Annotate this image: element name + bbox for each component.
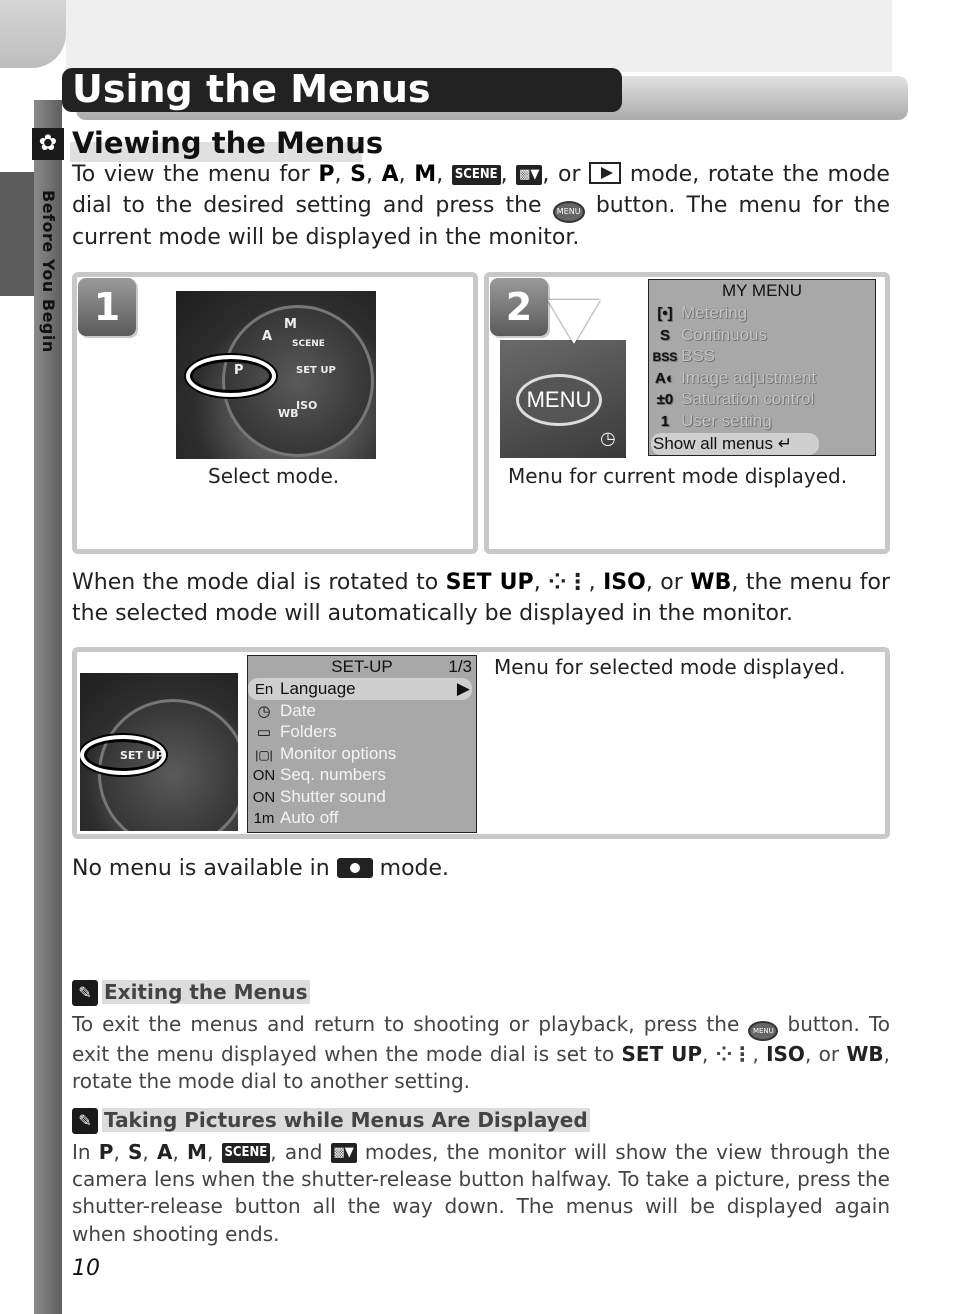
scene-icon: SCENE [222,1143,271,1163]
mode-iso: ISO [603,570,646,595]
mode-a: A [156,1140,173,1164]
show-all-menus [651,433,819,455]
mode-p: P [318,162,335,187]
mode-s: S [350,162,366,187]
my-menu-item [649,345,875,367]
no-menu-text: No menu is available in [72,856,337,881]
mode-setup: SET UP [621,1042,703,1066]
date-icon: ◷ [257,702,271,720]
camera-auto-icon [337,858,373,878]
exiting-text-3: , rotate the mode dial to another setting. [72,1042,890,1094]
my-menu-item [649,324,875,346]
taking-and: , and [270,1140,331,1164]
mode-m: M [414,162,437,187]
setup-text: When the mode dial is rotated to [72,570,446,595]
monitor-icon: |▢| [255,747,273,762]
corner-tab [0,0,66,68]
setup-menu-item-label: Seq. numbers [280,765,386,784]
arrow-right-icon: ▶ [456,679,470,698]
my-menu-screen [648,279,876,456]
setup-menu-title: SET-UP [331,657,393,676]
language-icon: En [254,681,274,698]
setup-comma: , [588,570,604,595]
step-1-badge: 1 [78,278,136,336]
intro-text-2: mode, rotate the mode dial to the desired setting and press the [72,162,890,218]
setup-text-2: , the menu for the selected mode will automatically be displayed in the monitor. [72,570,890,626]
dots-icon: ⁘⋮ [548,570,589,595]
seq-numbers-icon: ON [252,767,276,784]
bss-icon: BSS [652,350,678,364]
movie-icon: ▩▼ [331,1143,357,1163]
note-icon: ✎ [72,980,98,1006]
menu-button: MENU [516,374,602,426]
mode-iso: ISO [766,1042,805,1066]
selection-oval [186,355,276,397]
setup-menu-item [248,807,476,829]
taking-text-2: modes, the monitor will show the view through the camera lens when the shutter-release button halfway. To take a picture, press the shutter-release button all the way down. The menus will be displayed again when shooting ends. [72,1140,891,1246]
step-2-caption: Menu for current mode displayed. [508,464,848,488]
setup-menu-item-label: Date [280,700,316,720]
setup-menu-item [248,700,476,722]
dial-label-a: A [262,329,273,344]
dial-label-iso: ISO [296,399,318,412]
my-menu-title: MY MENU [722,281,802,300]
mode-wb: WB [846,1042,884,1066]
my-menu-item-label: Image adjustment [681,367,817,387]
setup-paragraph: When the mode dial is rotated to SET UP, ⁘⋮, ISO, or WB, the menu for the selected mode will automatically be displayed in the monitor. [72,570,890,626]
taking-text: In P, S, A, M, SCENE , and ▩▼ modes, the monitor will show the view through the camera lens when the shutter-release button halfway. To take a picture, press the shutter-release button all the way down. The menus will be displayed again when shooting ends. [72,1140,891,1246]
self-timer-icon: ◷ [600,428,616,449]
intro-text: To view the menu for [72,162,319,187]
dots-icon: ⁘⋮ [715,1042,753,1066]
setup-menu-item-label: Monitor options [280,743,397,763]
page-indicator: 1/3 [448,657,472,676]
header-background [66,0,892,72]
setup-menu-item [248,764,476,786]
page-title: Using the Menus [72,67,431,111]
auto-off-icon: 1m [253,810,275,827]
dial-label-setup: SET UP [296,365,336,376]
show-all-menus-label: Show all menus [653,434,774,453]
mode-setup: SET UP [445,570,534,595]
setup-menu-item-label: Auto off [280,808,339,827]
saturation-icon: ±0 [656,391,674,408]
intro-or: , or [542,162,590,187]
dial-label-setup: SET UP [120,749,164,762]
setup-menu-item [248,786,476,808]
my-menu-item [649,367,875,389]
dial-label-scene: SCENE [292,339,325,349]
exiting-heading: Exiting the Menus [104,980,308,1004]
exiting-text-2: button. To exit the menu displayed when the mode dial is set to [72,1012,891,1066]
section-heading: Viewing the Menus [72,126,384,160]
my-menu-item-label: User setting [681,410,772,430]
scene-icon: SCENE [452,165,501,185]
my-menu-item-label: BSS [681,346,716,365]
dial-label-m: M [284,317,297,332]
no-menu-line [72,854,890,885]
shutter-sound-icon: ON [252,788,276,806]
playback-icon [589,162,621,184]
exiting-or: , or [804,1042,847,1066]
exiting-text-1: To exit the menus and return to shooting or playback, press the [72,1012,749,1036]
setup-caption: Menu for selected mode displayed. [494,655,846,679]
user-setting-icon: 1 [660,412,670,430]
setup-menu-screen [247,655,477,833]
movie-icon: ▩▼ [516,165,542,185]
rooster-icon: ✿ [32,128,64,160]
page-number: 10 [72,1256,100,1281]
setup-menu-item-selected [248,678,472,700]
return-icon: ↵ [777,434,792,453]
section-tab-marker [0,172,34,296]
my-menu-item-label: Saturation control [681,389,815,408]
setup-menu-item-label: Shutter sound [280,786,386,806]
no-menu-text-2: mode. [372,856,450,881]
intro-paragraph: To view the menu for P, S, A, M, SCENE , ▩▼ , or mode, rotate the mode dial to the desired setting and press the MENU button. The menu for the current mode will be displayed in the monitor. [72,162,890,250]
mode-dial-photo [176,291,376,459]
taking-text-1: In [72,1140,99,1164]
mode-a: A [381,162,399,187]
my-menu-item-label: Continuous [681,324,768,344]
my-menu-item [649,302,875,324]
setup-menu-header [248,656,476,678]
mode-s: S [128,1140,143,1164]
folder-icon: ▭ [256,724,272,741]
setup-dial-photo [80,673,238,831]
setup-menu-item-label: Language [280,679,356,698]
my-menu-item [649,410,875,432]
section-tab-label: Before You Begin [39,190,58,353]
image-adjustment-icon: A◐ [655,369,675,387]
my-menu-item [649,388,875,410]
setup-or: , or [645,570,691,595]
step-2-badge: 2 [490,278,548,336]
menu-button-photo [500,340,626,458]
setup-menu-item [248,721,476,743]
continuous-icon: S [659,326,670,344]
menu-button-icon: MENU [748,1021,778,1041]
dial-label-wb: WB [278,407,299,420]
mode-wb: WB [690,570,732,595]
intro-text-3: button. The menu for the current mode will be displayed in the monitor. [72,192,890,250]
arrow-down-icon [548,300,600,344]
dial-label-p: P [234,363,244,378]
exiting-comma: , [752,1042,767,1066]
mode-m: M [187,1140,207,1164]
step-1-caption: Select mode. [208,464,340,488]
metering-icon: [•] [657,305,673,322]
taking-heading: Taking Pictures while Menus Are Displayed [104,1108,588,1132]
exiting-text: To exit the menus and return to shooting or playback, press the MENU button. To exit the menu displayed when the mode dial is set to SET UP, ⁘⋮, ISO, or WB, rotate the mode dial to another setting. [72,1012,891,1094]
menu-button-icon: MENU [553,201,585,223]
setup-menu-item [248,743,476,765]
my-menu-item-label: Metering [681,303,748,322]
setup-menu-item-label: Folders [280,722,337,741]
note-icon: ✎ [72,1108,98,1134]
mode-p: P [98,1140,114,1164]
